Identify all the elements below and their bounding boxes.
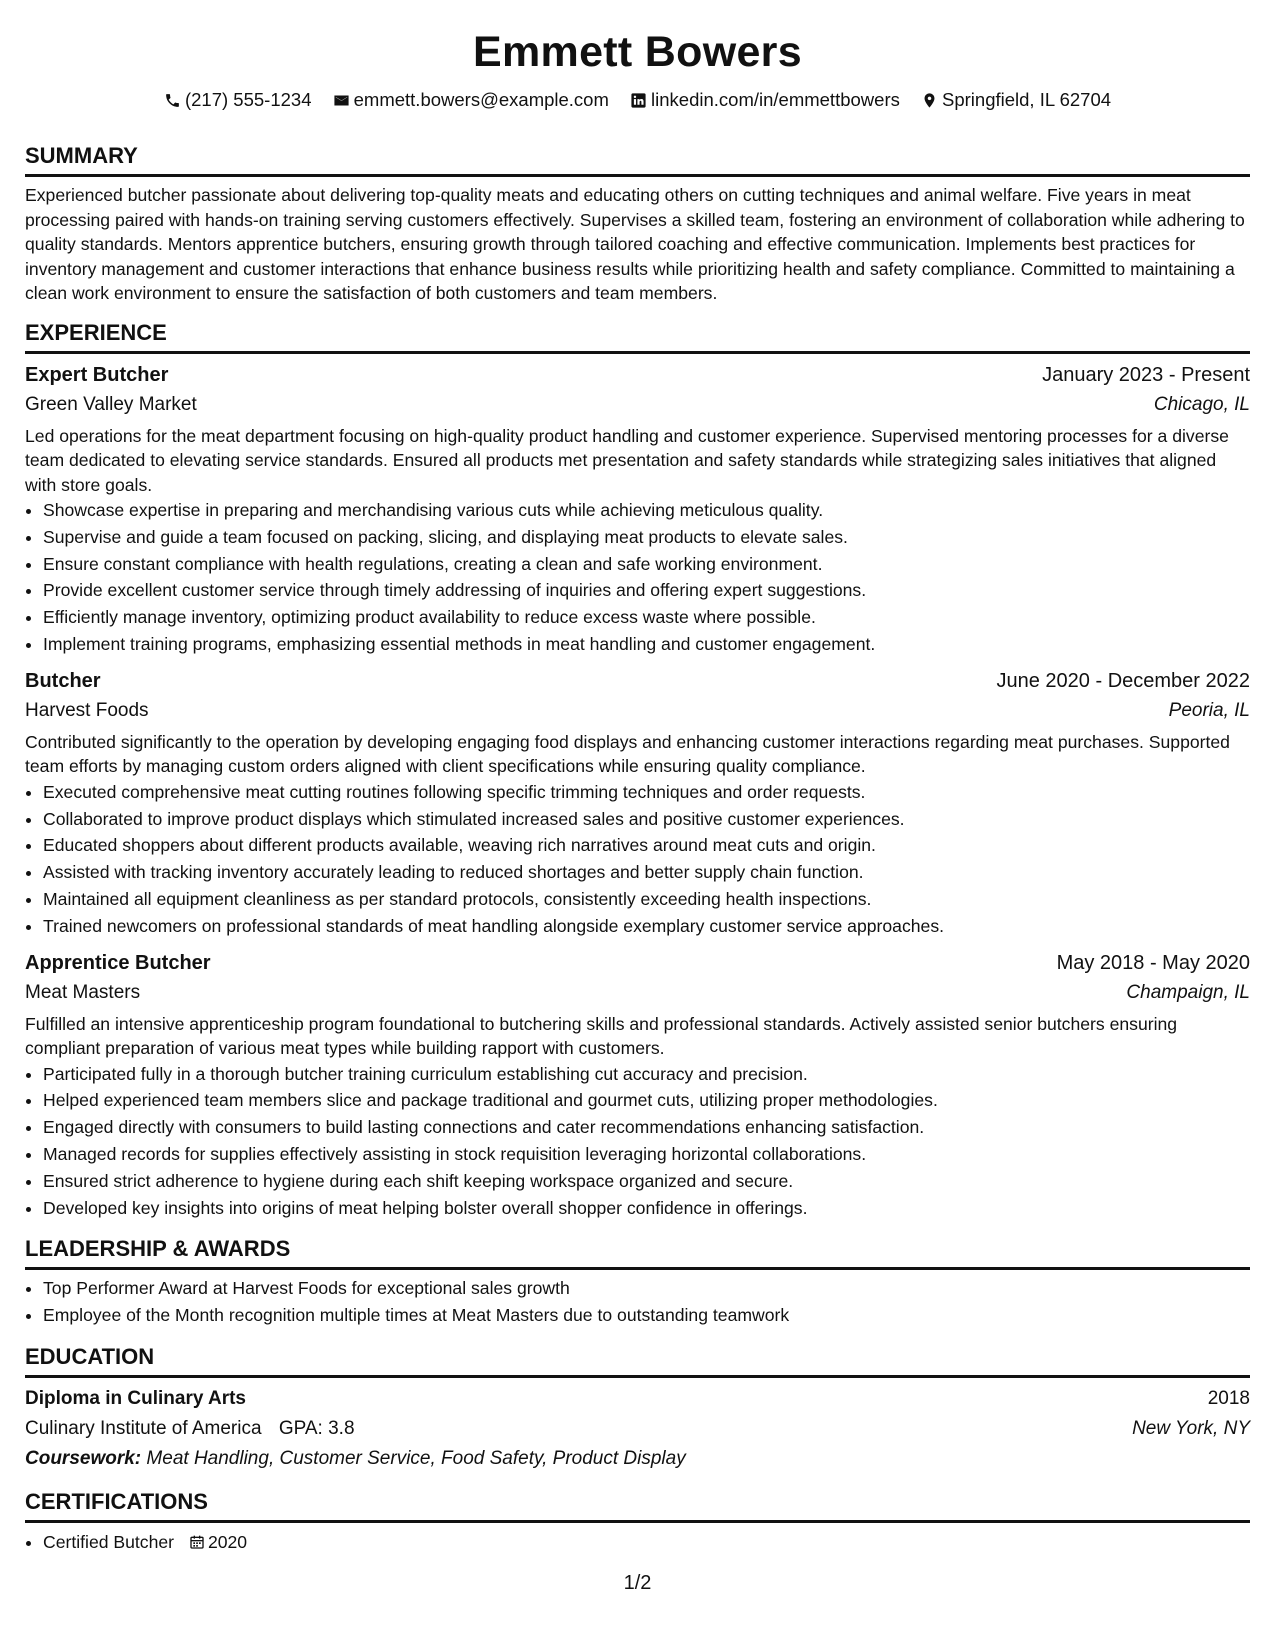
list-item: • Managed records for supplies effectively assisting in stock requisition leveraging horizontal collaborations. [43, 1141, 1250, 1168]
experience-section [25, 319, 1250, 1222]
job-dates: May 2018 - May 2020 [1056, 951, 1250, 974]
coursework-label: Coursework: [25, 1447, 142, 1469]
contact-phone[interactable] [164, 88, 312, 112]
list-item: • Executed comprehensive meat cutting routines following specific trimming techniques and order requests. [43, 779, 1250, 806]
list-item: • Engaged directly with consumers to build lasting connections and cater recommendations enhancing satisfaction. [43, 1114, 1250, 1141]
list-item: • Collaborated to improve product displays which stimulated increased sales and positive customer experiences. [43, 806, 1250, 833]
section-title-leadership: LEADERSHIP & AWARDS [25, 1235, 1250, 1270]
list-item: • Efficiently manage inventory, optimizing product availability to reduce excess waste where possible. [43, 604, 1250, 631]
job-entry [25, 360, 1250, 658]
list-item [43, 1529, 1250, 1556]
school-name: Culinary Institute of America [25, 1417, 262, 1439]
degree-title: Diploma in Culinary Arts [25, 1387, 246, 1409]
job-location: Peoria, IL [1168, 699, 1250, 721]
list-item: • Implement training programs, emphasizing essential methods in meat handling and customer engagement. [43, 631, 1250, 658]
linkedin-icon [630, 92, 647, 109]
job-dates: January 2023 - Present [1042, 363, 1250, 386]
section-title-summary: SUMMARY [25, 142, 1250, 177]
education-location: New York, NY [1132, 1417, 1250, 1439]
job-bullets [25, 1061, 1250, 1222]
certification-list [25, 1529, 1250, 1556]
envelope-icon [333, 92, 350, 109]
page-number: 1/2 [623, 1572, 652, 1594]
map-pin-icon [921, 92, 938, 109]
candidate-name: Emmett Bowers [473, 28, 802, 76]
certifications-section [25, 1488, 1250, 1556]
job-description: Fulfilled an intensive apprenticeship program foundational to butchering skills and professional standards. Actively assisted senior butchers ensuring compliant preparation of various meat types while building rapport with customers. [25, 1013, 1178, 1059]
list-item: • Trained newcomers on professional standards of meat handling alongside exemplary customer service approaches. [43, 913, 1250, 940]
job-company: Green Valley Market [25, 393, 197, 415]
coursework [25, 1444, 1250, 1474]
job-dates: June 2020 - December 2022 [996, 669, 1250, 692]
list-item: • Helped experienced team members slice and package traditional and gourmet cuts, utilizing proper methodologies. [43, 1087, 1250, 1114]
linkedin-text: linkedin.com/in/emmettbowers [651, 89, 900, 110]
gpa: GPA: 3.8 [278, 1417, 355, 1439]
list-item: • Maintained all equipment cleanliness as per standard protocols, consistently exceeding health inspections. [43, 886, 1250, 913]
job-title: Expert Butcher [25, 363, 169, 386]
contact-location [921, 88, 1111, 112]
education-year: 2018 [1207, 1387, 1250, 1409]
job-description: Contributed significantly to the operation by developing engaging food displays and enhancing customer interactions regarding meat purchases. Supported team efforts by managing custom orders aligned with client specifications while ensuring quality compliance. [25, 731, 1230, 777]
contact-linkedin[interactable] [630, 88, 900, 112]
list-item: • Supervise and guide a team focused on packing, slicing, and displaying meat products to elevate sales. [43, 524, 1250, 551]
calendar-icon [189, 1534, 205, 1550]
summary-section [25, 142, 1250, 306]
list-item: • Developed key insights into origins of meat helping bolster overall shopper confidence in offerings. [43, 1195, 1250, 1222]
list-item: • Participated fully in a thorough butcher training curriculum establishing cut accuracy and precision. [43, 1061, 1250, 1088]
certification-name: Certified Butcher [43, 1531, 175, 1552]
section-title-experience: EXPERIENCE [25, 319, 1250, 354]
contact-email[interactable] [333, 88, 609, 112]
job-bullets [25, 497, 1250, 658]
coursework-list: Meat Handling, Customer Service, Food Safety, Product Display [146, 1447, 686, 1469]
job-location: Chicago, IL [1153, 393, 1250, 415]
section-title-education: EDUCATION [25, 1343, 1250, 1378]
summary-text: Experienced butcher passionate about delivering top-quality meats and educating others on cutting techniques and animal welfare. Five years in meat processing paired with hands-on training serving customers effectively. Supervises a skilled team, fostering an environment of collaboration while adhering to quality standards. Mentors apprentice butchers, ensuring growth through tailored coaching and effective communication. Implements best practices for inventory management and customer interactions that enhance business results while prioritizing health and safety compliance. Committed to maintaining a clean work environment to ensure the satisfaction of both customers and team members. [25, 185, 1245, 303]
leadership-section [25, 1235, 1250, 1329]
job-description: Led operations for the meat department focusing on high-quality product handling and customer experience. Supervised mentoring processes for a diverse team dedicated to elevating service standards. Ensured all products met presentation and safety standards while strategizing sales initiatives that aligned with store goals. [25, 425, 1229, 495]
phone-icon [164, 92, 181, 109]
phone-text: (217) 555-1234 [184, 89, 312, 110]
job-entry [25, 666, 1250, 940]
list-item: • Employee of the Month recognition multiple times at Meat Masters due to outstanding teamwork [43, 1302, 1250, 1329]
job-company: Meat Masters [25, 981, 141, 1003]
job-title: Apprentice Butcher [25, 951, 211, 974]
job-bullets [25, 779, 1250, 940]
resume-page [25, 0, 1250, 1556]
section-title-certifications: CERTIFICATIONS [25, 1488, 1250, 1523]
list-item: • Assisted with tracking inventory accurately leading to reduced shortages and better supply chain function. [43, 859, 1250, 886]
education-section [25, 1343, 1250, 1474]
list-item: • Ensure constant compliance with health regulations, creating a clean and safe working environment. [43, 551, 1250, 578]
job-company: Harvest Foods [25, 699, 149, 721]
location-text: Springfield, IL 62704 [942, 89, 1112, 110]
list-item: • Educated shoppers about different products available, weaving rich narratives around meat cuts and origin. [43, 832, 1250, 859]
job-location: Champaign, IL [1126, 981, 1250, 1003]
certification-year: 2020 [207, 1531, 248, 1552]
job-entry [25, 948, 1250, 1222]
list-item: • Ensured strict adherence to hygiene during each shift keeping workspace organized and secure. [43, 1168, 1250, 1195]
leadership-bullets [25, 1275, 1250, 1329]
email-text: emmett.bowers@example.com [353, 89, 609, 110]
list-item: • Top Performer Award at Harvest Foods for exceptional sales growth [43, 1275, 1250, 1302]
job-title: Butcher [25, 669, 101, 692]
contact-bar [25, 88, 1250, 112]
list-item: • Provide excellent customer service through timely addressing of inquiries and offering expert suggestions. [43, 577, 1250, 604]
list-item: • Showcase expertise in preparing and merchandising various cuts while achieving meticulous quality. [43, 497, 1250, 524]
